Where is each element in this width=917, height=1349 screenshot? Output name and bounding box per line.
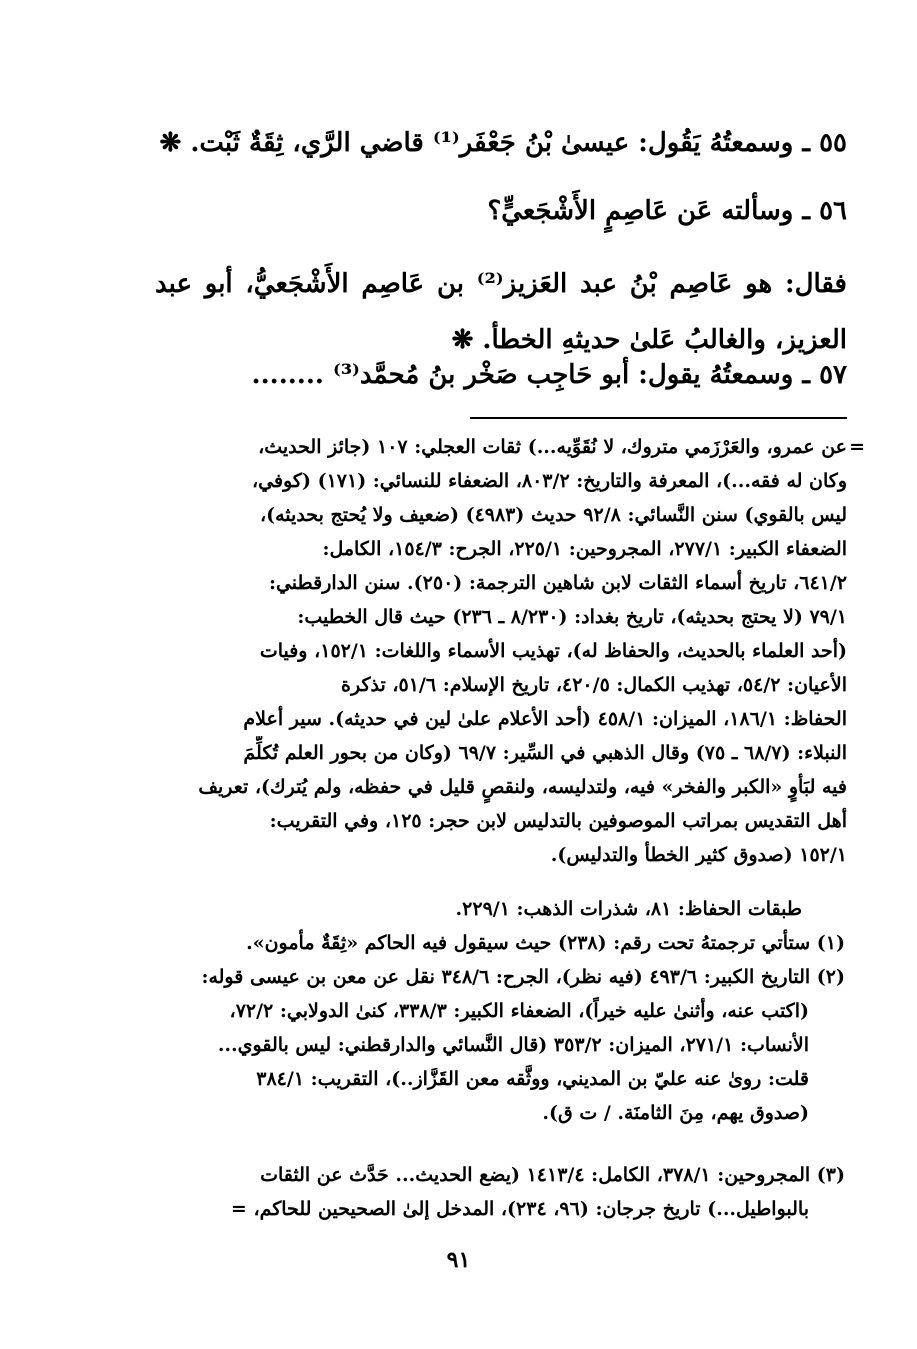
footnote-line: الأعيان: ٥٤/٢، تهذيب الكمال: ٤٢٠/٥، تاريخ الإسلام: ٥١/٦، تذكرة [341,674,847,696]
entry-56-question: ٥٦ ـ وسألته عَن عَاصِمٍ الأَشْجَعيٍّ؟ [487,196,847,226]
entry-55: ٥٥ ـ وسمعتُهُ يَقُول: عيسىٰ بْنُ جَعْفَر⁽¹⁾ قاضي الرَّي، ثِقَةٌ ثَبْت. ❋ [159,128,847,158]
footnote-line: قلت: روىٰ عنه عليّ بن المديني، ووثَّقه معن القَزَّاز..)، التقريب: ٣٨٤/١ [256,1068,809,1090]
footnote-line: الحفاظ: ١٨٦/١، الميزان: ٤٥٨/١ (أحد الأعلام علىٰ لين في حديثه). سير أعلام [243,708,847,730]
footnote-line: فيه لبَأوٍ «الكبر والفخر» فيه، ولتدليسه، ولنقصٍ قليل في حفظه، ولم يُترك)، تعريف [198,776,847,798]
footnote-line: ليس بالقوي) سنن النَّسائي: ٩٢/٨ حديث (٤٩٨٣) (ضعيف ولا يُحتج بحديثه)، [260,504,847,526]
footnote-line: أهل التقديس بمراتب الموصوفين بالتدليس لابن حجر: ١٢٥، وفي التقريب: [269,810,847,832]
footnote-continuation [147,430,847,872]
page-number: ٩١ [446,1247,471,1273]
footnote-line: (صدوق يهم، مِنَ الثامنَة. / ت ق). [542,1102,809,1124]
footnote-line: عن عمرو، والعَرْزَمي متروك، لا نُقَوِّيه...) ثقات العجلي: ١٠٧ (جائز الحديث، [258,436,847,458]
footnote-1 [145,926,845,960]
footnote-line: طبقات الحفاظ: ٨١، شذرات الذهب: ٢٢٩/١. [455,898,802,920]
footnote-line: وكان له فقه...)، المعرفة والتاريخ: ٨٠٣/٢، الضعفاء للنسائي: (١٧١) (كوفي، [252,470,847,492]
footnote-line: (٣) المجروحين: ٣٧٨/١، الكامل: ١٤١٣/٤ (يضع الحديث... حَدَّث عن الثقات [260,1164,845,1186]
entry-57: ٥٧ ـ وسمعتُهُ يقول: أبو حَاجِب صَخْر بنُ مُحمَّد⁽³⁾ ........ [251,360,847,390]
footnote-line: الأنساب: ٢٧١/١، الميزان: ٣٥٣/٢ (قال النَّسائي والدارقطني: ليس بالقوي... [217,1034,809,1056]
footnote-line: بالبواطيل...) تاريخ جرجان: (٩٦، ٢٣٤)، المدخل إلىٰ الصحيحين للحاكم، = [230,1198,809,1220]
footnote-separator [470,417,847,419]
footnote-line: (أحد العلماء بالحديث، والحفاظ له)، تهذيب الأسماء واللغات: ١٥٢/١، وفيات [259,640,847,662]
footnote-line: ١٥٢/١ (صدوق كثير الخطأ والتدليس). [550,844,847,866]
entry-56-answer: فقال: هو عَاصِم بْنُ عبد العَزيز⁽²⁾ بن عَاصِم الأَشْجَعيُّ، أبو عبد العزيز، والغالبُ عَلىٰ حديثهِ الخطأ. ❋ [155,269,847,355]
footnote-3 [145,1158,845,1226]
footnote-tabaqat [147,892,802,926]
footnote-2 [145,960,845,1130]
footnote-line: ٦٤١/٢، تاريخ أسماء الثقات لابن شاهين الترجمة: (٢٥٠). سنن الدارقطني: [268,572,847,594]
footnote-line: (٢) التاريخ الكبير: ٤٩٣/٦ (فيه نظر)، الجرح: ٣٤٨/٦ نقل عن معن بن عيسى قوله: [201,966,845,988]
footnote-line: (١) ستأتي ترجمتهُ تحت رقم: (٢٣٨) حيث سيقول فيه الحاكم «ثِقَةٌ مأمون». [246,932,845,954]
footnote-line: النبلاء: (٦٨/٧ ـ ٧٥) وقال الذهبي في السِّير: ٦٩/٧ (وكان من بحور العلم تُكلِّمَ [243,742,847,764]
footnote-line: ٧٩/١ (لا يحتج بحديثه)، تاريخ بغداد: (٨/٢٣٠ ـ ٢٣٦) حيث قال الخطيب: [297,606,847,628]
continuation-marker: = [849,436,865,458]
footnote-line: الضعفاء الكبير: ٢٧٧/١، المجروحين: ٢٢٥/١، الجرح: ١٥٤/٣، الكامل: [322,538,847,560]
footnote-line: (اكتب عنه، وأثنىٰ عليه خيراً)، الضعفاء الكبير: ٣٣٨/٣، كنىٰ الدولابي: ٧٢/٢، [229,1000,809,1022]
